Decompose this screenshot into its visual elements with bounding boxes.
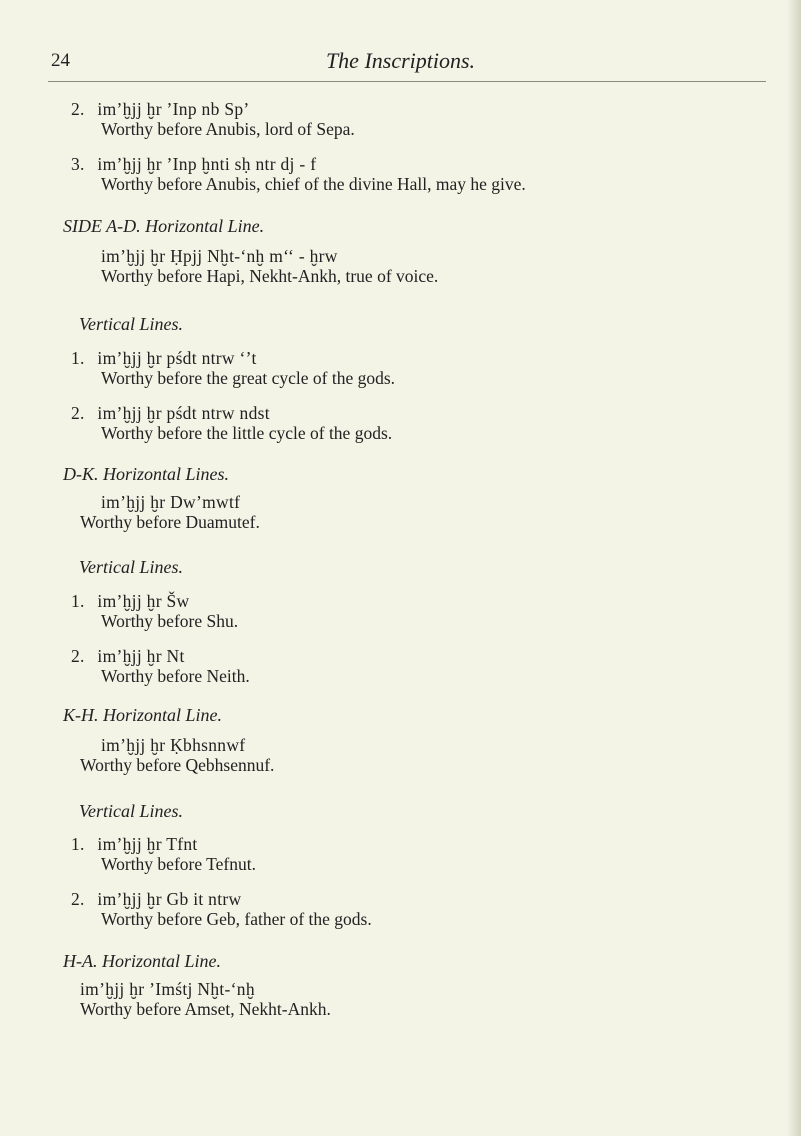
- entry-number: 1.: [71, 591, 85, 611]
- inscription-plain-translation: Worthy before Qebhsennuf.: [80, 755, 275, 775]
- inscription-plain-translation: Worthy before Duamutef.: [80, 512, 260, 532]
- inscription-entry-1-translit: [71, 348, 257, 368]
- page-number: 24: [51, 50, 70, 71]
- transliteration: im’ḫjj ḫr ’Inp ḫnti sḥ ntr dj - f: [97, 154, 317, 174]
- entry-number: 2.: [71, 99, 85, 119]
- page-title: The Inscriptions.: [325, 48, 476, 73]
- section-heading-k-h: K-H. Horizontal Line.: [63, 705, 223, 725]
- inscription-entry-3-translit: [71, 154, 316, 174]
- inscription-entry-2b-translit: [71, 403, 270, 423]
- inscription-plain-translit: im’ḫjj ḫr Ḳbhsnnwf: [101, 735, 246, 755]
- inscription-plain-translit: im’ḫjj ḫr Ḥpjj Nḫt-‘nḫ m‘‘ - ḫrw: [101, 246, 338, 266]
- inscription-entry-3-translation: Worthy before Anubis, chief of the divine Hall, may he give.: [101, 174, 526, 194]
- inscription-plain-translit: im’ḫjj ḫr ’Imśtj Nḫt-‘nḫ: [80, 979, 255, 999]
- transliteration: im’ḫjj ḫr Nt: [97, 646, 185, 666]
- inscription-entry-2-translit: [71, 889, 241, 909]
- inscription-plain-translit: im’ḫjj ḫr Dw’mwtf: [101, 492, 241, 512]
- inscription-plain-translation: Worthy before Hapi, Nekht-Ankh, true of voice.: [101, 266, 439, 286]
- inscription-plain-translation: Worthy before Amset, Nekht-Ankh.: [80, 999, 331, 1019]
- section-heading-vertical-lines: Vertical Lines.: [79, 801, 183, 821]
- inscription-entry-2-translit: [71, 99, 250, 119]
- entry-number: 1.: [71, 348, 85, 368]
- section-heading-vertical-lines: Vertical Lines.: [79, 557, 183, 577]
- inscription-entry-2b-translation: Worthy before the little cycle of the gods.: [101, 423, 393, 443]
- entry-number: 2.: [71, 646, 85, 666]
- entry-number: 1.: [71, 834, 85, 854]
- inscription-entry-1-translation: Worthy before the great cycle of the gods.: [101, 368, 396, 388]
- section-heading-h-a: H-A. Horizontal Line.: [63, 951, 222, 971]
- inscription-entry-2-translation: Worthy before Anubis, lord of Sepa.: [101, 119, 355, 139]
- inscription-entry-1-translit: [71, 834, 198, 854]
- transliteration: im’ḫjj ḫr ’Inp nb Sp’: [97, 99, 250, 119]
- transliteration: im’ḫjj ḫr Šw: [97, 591, 190, 611]
- section-heading-d-k: D-K. Horizontal Lines.: [63, 464, 230, 484]
- inscription-entry-1-translit: [71, 591, 190, 611]
- transliteration: im’ḫjj ḫr pśdt ntrw ndst: [97, 403, 270, 423]
- inscription-entry-1-translation: Worthy before Shu.: [101, 611, 239, 631]
- inscription-entry-2-translit: [71, 646, 185, 666]
- section-heading-vertical-lines: Vertical Lines.: [79, 314, 183, 334]
- inscription-entry-2-translation: Worthy before Neith.: [101, 666, 250, 686]
- inscription-entry-1-translation: Worthy before Tefnut.: [101, 854, 256, 874]
- transliteration: im’ḫjj ḫr Gb it ntrw: [97, 889, 242, 909]
- entry-number: 2.: [71, 403, 85, 423]
- section-heading-side-a-d: SIDE A-D. Horizontal Line.: [63, 216, 265, 236]
- entry-number: 3.: [71, 154, 85, 174]
- transliteration: im’ḫjj ḫr Tfnt: [97, 834, 198, 854]
- transliteration: im’ḫjj ḫr pśdt ntrw ‘’t: [97, 348, 257, 368]
- entry-number: 2.: [71, 889, 85, 909]
- inscription-entry-2-translation: Worthy before Geb, father of the gods.: [101, 909, 372, 929]
